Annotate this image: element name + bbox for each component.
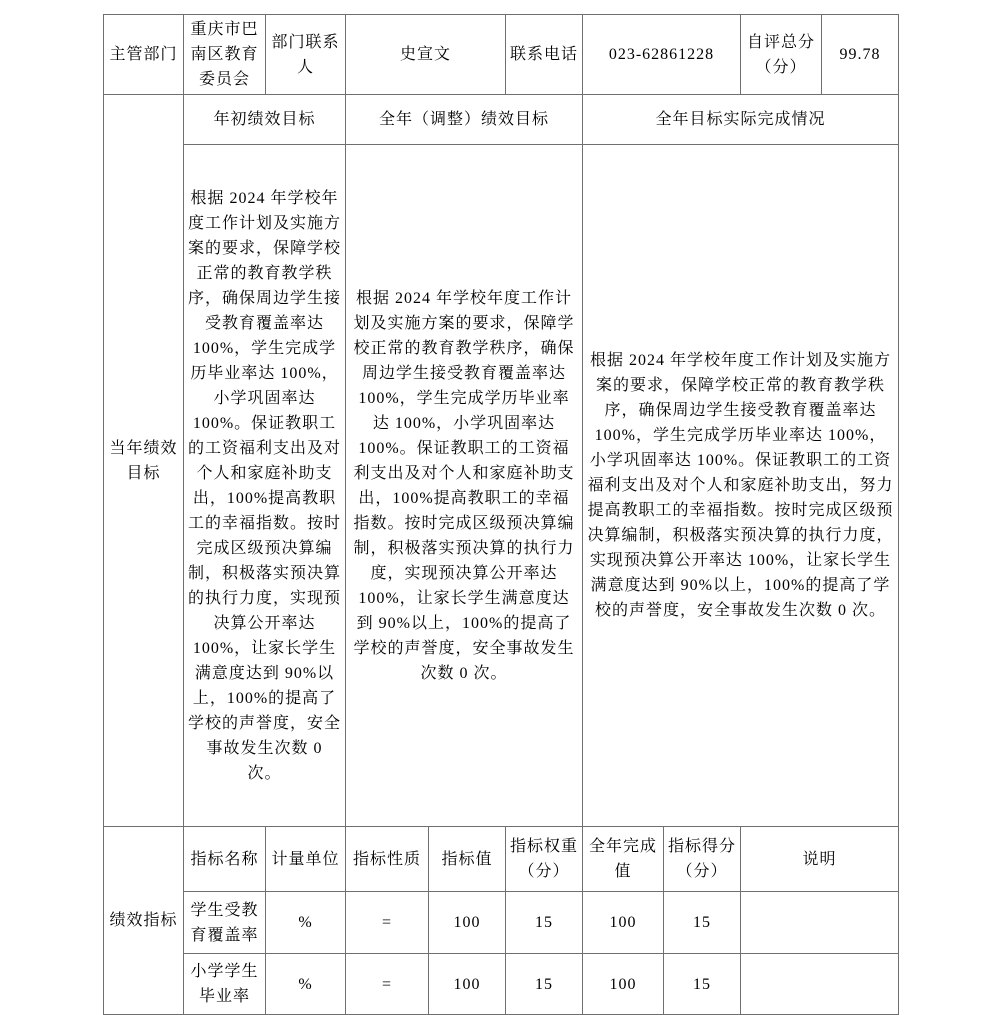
actual-completion-header: 全年目标实际完成情况	[583, 95, 899, 145]
indicator-nature: =	[346, 892, 429, 954]
indicator-unit: %	[266, 954, 346, 1015]
indicator-nature: =	[346, 954, 429, 1015]
phone-value: 023-62861228	[583, 15, 741, 95]
indicator-completed: 100	[583, 892, 664, 954]
indicator-note	[741, 892, 899, 954]
indicator-name: 小学学生毕业率	[184, 954, 266, 1015]
contact-person-value: 史宣文	[346, 15, 506, 95]
goals-header-row	[104, 95, 899, 145]
goals-row-label: 当年绩效目标	[104, 95, 184, 827]
phone-label: 联系电话	[506, 15, 583, 95]
indicator-target: 100	[429, 954, 506, 1015]
target-value-header: 指标值	[429, 827, 506, 892]
unit-header: 计量单位	[266, 827, 346, 892]
indicator-note	[741, 954, 899, 1015]
contact-person-label: 部门联系人	[266, 15, 346, 95]
indicators-row-label: 绩效指标	[104, 827, 184, 1015]
initial-goal-header: 年初绩效目标	[184, 95, 346, 145]
indicators-header-row	[104, 827, 899, 892]
performance-evaluation-table	[103, 14, 899, 1015]
indicator-completed: 100	[583, 954, 664, 1015]
indicator-score: 15	[664, 954, 741, 1015]
indicator-score: 15	[664, 892, 741, 954]
indicator-row	[104, 892, 899, 954]
goals-content-row	[104, 145, 899, 827]
indicator-name: 学生受教育覆盖率	[184, 892, 266, 954]
completed-value-header: 全年完成值	[583, 827, 664, 892]
initial-goal-text: 根据 2024 年学校年度工作计划及实施方案的要求，保障学校正常的教育教学秩序，确保周边学生接受教育覆盖率达 100%，学生完成学历毕业率达 100%，小学巩固率达 100%。保证教职工的工资福利支出及对个人和家庭补助支出，100%提高教职工的幸福指数。按时完成区级预决算编制，积极落实预决算的执行力度，实现预决算公开率达 100%，让家长学生满意度达到 90%以上，100%的提高了学校的声誉度，安全事故发生次数 0 次。	[184, 145, 346, 827]
supervisor-label: 主管部门	[104, 15, 184, 95]
indicator-unit: %	[266, 892, 346, 954]
info-row	[104, 15, 899, 95]
adjusted-goal-header: 全年（调整）绩效目标	[346, 95, 583, 145]
indicator-weight: 15	[506, 892, 583, 954]
adjusted-goal-text: 根据 2024 年学校年度工作计划及实施方案的要求，保障学校正常的教育教学秩序，确保周边学生接受教育覆盖率达 100%，学生完成学历毕业率达 100%，小学巩固率达 100%。保证教职工的工资福利支出及对个人和家庭补助支出，100%提高教职工的幸福指数。按时完成区级预决算编制，积极落实预决算的执行力度，实现预决算公开率达 100%，让家长学生满意度达到 90%以上，100%的提高了学校的声誉度，安全事故发生次数 0 次。	[346, 145, 583, 827]
supervisor-value: 重庆市巴南区教育委员会	[184, 15, 266, 95]
actual-completion-text: 根据 2024 年学校年度工作计划及实施方案的要求，保障学校正常的教育教学秩序，确保周边学生接受教育覆盖率达 100%，学生完成学历毕业率达 100%，小学巩固率达 100%。保证教职工的工资福利支出及对个人和家庭补助支出，努力提高教职工的幸福指数。按时完成区级预决算编制，积极落实预决算的执行力度，实现预决算公开率达 100%，让家长学生满意度达到 90%以上，100%的提高了学校的声誉度，安全事故发生次数 0 次。	[583, 145, 899, 827]
self-score-label: 自评总分（分）	[741, 15, 822, 95]
score-header: 指标得分（分）	[664, 827, 741, 892]
indicator-target: 100	[429, 892, 506, 954]
nature-header: 指标性质	[346, 827, 429, 892]
indicator-row	[104, 954, 899, 1015]
indicator-weight: 15	[506, 954, 583, 1015]
note-header: 说明	[741, 827, 899, 892]
indicator-name-header: 指标名称	[184, 827, 266, 892]
weight-header: 指标权重（分）	[506, 827, 583, 892]
self-score-value: 99.78	[822, 15, 899, 95]
